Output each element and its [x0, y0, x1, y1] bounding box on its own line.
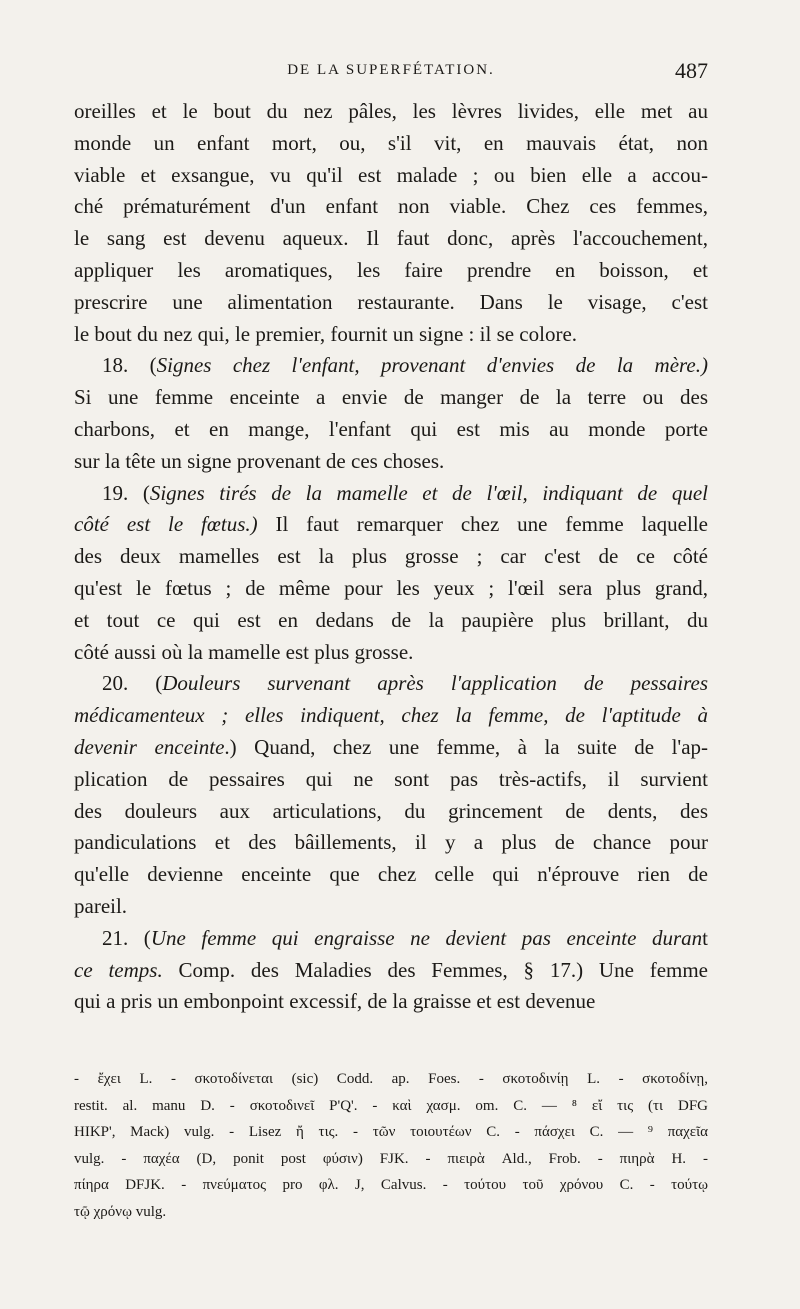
body-text: [74, 96, 708, 1018]
text-line: des douleurs aux articulations, du grincement de dents, des: [74, 798, 708, 823]
text-line: monde un enfant mort, ou, s'il vit, en mauvais état, non: [74, 130, 708, 155]
footnote-line: restit. al. manu D. - σκοτοδινεῖ P'Q'. - καὶ χασμ. om. C. — ⁸ εἴ τις (τι DFG: [74, 1097, 708, 1114]
text-line: ce temps. Comp. des Maladies des Femmes, § 17.) Une femme: [74, 957, 709, 982]
page-number: 487: [675, 58, 708, 83]
text-line: 20. (Douleurs survenant après l'application de pessaires: [102, 671, 708, 696]
text-line: viable et exsangue, vu qu'il est malade ; ou bien elle a accou-: [74, 162, 708, 187]
text-line: devenir enceinte.) Quand, chez une femme, à la suite de l'ap-: [74, 734, 709, 759]
footnote-line: - ἔχει L. - σκοτοδίνεται (sic) Codd. ap. Foes. - σκοτοδινίῃ L. - σκοτοδίνῃ,: [74, 1071, 708, 1087]
text-line: médicamenteux ; elles indiquent, chez la femme, de l'aptitude à: [74, 703, 708, 728]
text-line: 18. (Signes chez l'enfant, provenant d'envies de la mère.): [102, 353, 708, 378]
footnotes: [74, 1066, 708, 1225]
footnote-line: τῷ χρόνῳ vulg.: [74, 1203, 167, 1220]
text-line: le bout du nez qui, le premier, fournit un signe : il se colore.: [74, 321, 578, 346]
text-line: pandiculations et des bâillements, il y a plus de chance pour: [74, 830, 708, 855]
text-line: oreilles et le bout du nez pâles, les lèvres livides, elle met au: [74, 99, 708, 123]
text-line: et tout ce qui est en dedans de la paupière plus brillant, du: [74, 607, 708, 632]
text-line: sur la tête un signe provenant de ces choses.: [74, 448, 445, 473]
text-line: ché prématurément d'un enfant non viable. Chez ces femmes,: [74, 194, 708, 219]
text-line: pareil.: [74, 893, 128, 918]
footnote-line: πίηρα DFJK. - πνεύματος pro φλ. J, Calvus. - τούτου τοῦ χρόνου C. - τούτῳ: [74, 1177, 708, 1193]
text-line: qu'elle devienne enceinte que chez celle qui n'éprouve rien de: [74, 862, 708, 887]
text-line: des deux mamelles est la plus grosse ; car c'est de ce côté: [74, 544, 708, 569]
text-line: 21. (Une femme qui engraisse ne devient pas enceinte durant: [102, 925, 708, 950]
footnote-line: HIKP', Mack) vulg. - Lisez ἤ τις. - τῶν τοιουτέων C. - πάσχει C. — ⁹ παχεῖα: [74, 1124, 708, 1140]
text-line: appliquer les aromatiques, les faire prendre en boisson, et: [74, 257, 708, 282]
running-title: DE LA SUPERFÉTATION.: [287, 62, 495, 78]
text-line: charbons, et en mange, l'enfant qui est mis au monde porte: [74, 416, 708, 441]
text-line: côté est le fœtus.) Il faut remarquer chez une femme laquelle: [74, 512, 708, 537]
text-line: Si une femme enceinte a envie de manger de la terre ou des: [74, 385, 708, 410]
text-line: 19. (Signes tirés de la mamelle et de l'œil, indiquant de quel: [102, 480, 708, 505]
text-line: côté aussi où la mamelle est plus grosse.: [74, 639, 414, 664]
text-line: le sang est devenu aqueux. Il faut donc, après l'accouchement,: [74, 226, 708, 251]
page-header: [74, 60, 708, 90]
text-line: qu'est le fœtus ; de même pour les yeux ; l'œil sera plus grand,: [74, 575, 708, 600]
text-line: prescrire une alimentation restaurante. Dans le visage, c'est: [74, 289, 708, 314]
text-line: plication de pessaires qui ne sont pas très-actifs, il survient: [74, 766, 708, 791]
text-line: qui a pris un embonpoint excessif, de la graisse et est devenue: [74, 989, 596, 1014]
footnote-line: vulg. - παχέα (D, ponit post φύσιν) FJK. - πιειρὰ Ald., Frob. - πιηρὰ H. -: [74, 1150, 708, 1167]
